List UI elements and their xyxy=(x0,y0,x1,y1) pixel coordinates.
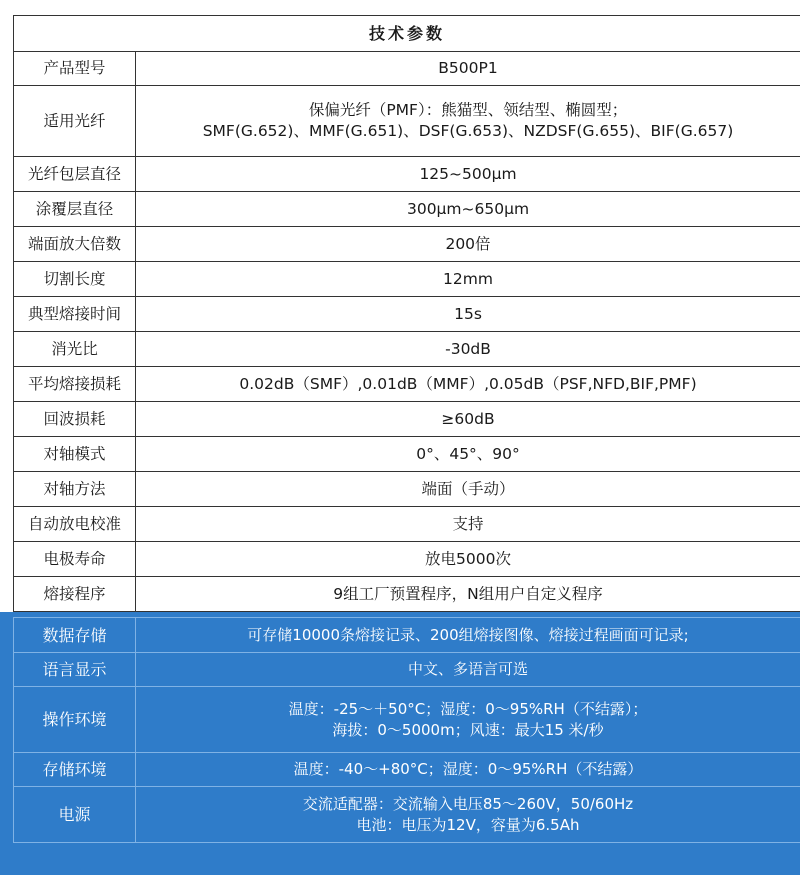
table-title: 技术参数 xyxy=(14,16,800,52)
table-row xyxy=(14,507,800,542)
row-label: 消光比 xyxy=(14,332,136,367)
row-value-line: SMF(G.652)、MMF(G.651)、DSF(G.653)、NZDSF(G.655)、BIF(G.657) xyxy=(202,122,734,140)
table-row xyxy=(14,542,800,577)
table-header-row xyxy=(14,16,800,52)
row-value-line: 温度：-40～+80°C；湿度：0～95%RH（不结露） xyxy=(293,760,643,778)
row-value-line: 12mm xyxy=(443,269,493,288)
row-value xyxy=(136,297,800,332)
row-value-line: 9组工厂预置程序，N组用户自定义程序 xyxy=(333,584,603,603)
row-label: 电源 xyxy=(14,787,136,843)
row-label: 端面放大倍数 xyxy=(14,227,136,262)
table-row xyxy=(14,472,800,507)
table-row xyxy=(14,753,800,787)
row-label: 语言显示 xyxy=(14,653,136,687)
row-label: 涂覆层直径 xyxy=(14,192,136,227)
row-value xyxy=(136,332,800,367)
row-label: 平均熔接损耗 xyxy=(14,367,136,402)
row-value-line: 交流适配器：交流输入电压85～260V，50/60Hz xyxy=(302,794,634,813)
row-label: 产品型号 xyxy=(14,52,136,86)
table-row xyxy=(14,402,800,437)
table-row xyxy=(14,332,800,367)
row-value xyxy=(136,618,800,653)
table-row xyxy=(14,618,800,653)
row-value xyxy=(136,402,800,437)
row-label: 光纤包层直径 xyxy=(14,157,136,192)
row-value-line: 0°、45°、90° xyxy=(416,444,520,463)
row-value-line: 支持 xyxy=(452,514,484,533)
row-value-line: 300μm~650μm xyxy=(406,199,530,218)
row-label: 自动放电校准 xyxy=(14,507,136,542)
row-value xyxy=(136,86,800,157)
row-value xyxy=(136,542,800,577)
row-value xyxy=(136,472,800,507)
row-value-line: 保偏光纤（PMF）：熊猫型、领结型、椭圆型； xyxy=(308,101,628,119)
row-value xyxy=(136,52,800,86)
row-label: 存储环境 xyxy=(14,753,136,787)
table-row xyxy=(14,437,800,472)
row-value-line: 可存储10000条熔接记录、200组熔接图像、熔接过程画面可记录; xyxy=(247,625,689,644)
row-value-line: 200倍 xyxy=(445,234,491,253)
row-value-line: B500P1 xyxy=(438,59,498,77)
table-row xyxy=(14,787,800,843)
row-label: 对轴模式 xyxy=(14,437,136,472)
table-row xyxy=(14,227,800,262)
row-label: 回波损耗 xyxy=(14,402,136,437)
row-label: 数据存储 xyxy=(14,618,136,653)
row-value xyxy=(136,577,800,612)
table-row xyxy=(14,192,800,227)
row-value xyxy=(136,227,800,262)
table-row xyxy=(14,687,800,753)
table-row xyxy=(14,297,800,332)
table-row xyxy=(14,262,800,297)
table-row xyxy=(14,52,800,86)
row-value xyxy=(136,653,800,687)
row-value xyxy=(136,437,800,472)
row-value-line: 中文、多语言可选 xyxy=(407,660,528,678)
row-label: 适用光纤 xyxy=(14,86,136,157)
row-value xyxy=(136,192,800,227)
row-label: 切割长度 xyxy=(14,262,136,297)
row-value-line: ≥60dB xyxy=(441,409,495,428)
row-label: 操作环境 xyxy=(14,687,136,753)
table-row xyxy=(14,367,800,402)
table-row xyxy=(14,157,800,192)
row-value xyxy=(136,507,800,542)
row-label: 熔接程序 xyxy=(14,577,136,612)
row-value xyxy=(136,753,800,787)
row-value xyxy=(136,787,800,843)
row-value xyxy=(136,687,800,753)
row-value-line: 0.02dB（SMF）,0.01dB（MMF）,0.05dB（PSF,NFD,BIF,PMF) xyxy=(239,374,697,393)
row-label: 典型熔接时间 xyxy=(14,297,136,332)
row-label: 对轴方法 xyxy=(14,472,136,507)
row-value-line: 温度：-25～＋50°C；湿度：0～95%RH（不结露）； xyxy=(288,699,648,718)
row-value xyxy=(136,157,800,192)
row-value-line: 15s xyxy=(454,304,482,323)
table-row xyxy=(14,653,800,687)
row-value-line: 电池：电压为12V，容量为6.5Ah xyxy=(356,815,580,834)
spec-table-main xyxy=(13,15,800,612)
table-row xyxy=(14,577,800,612)
table-row xyxy=(14,86,800,157)
row-label: 电极寿命 xyxy=(14,542,136,577)
row-value xyxy=(136,262,800,297)
row-value xyxy=(136,367,800,402)
row-value-line: 端面（手动） xyxy=(421,479,515,498)
row-value-line: 海拔：0～5000m；风速：最大15 米/秒 xyxy=(332,720,604,739)
row-value-line: -30dB xyxy=(445,339,491,358)
row-value-line: 放电5000次 xyxy=(425,549,511,568)
row-value-line: 125~500μm xyxy=(419,164,517,183)
spec-table-secondary xyxy=(13,617,800,843)
